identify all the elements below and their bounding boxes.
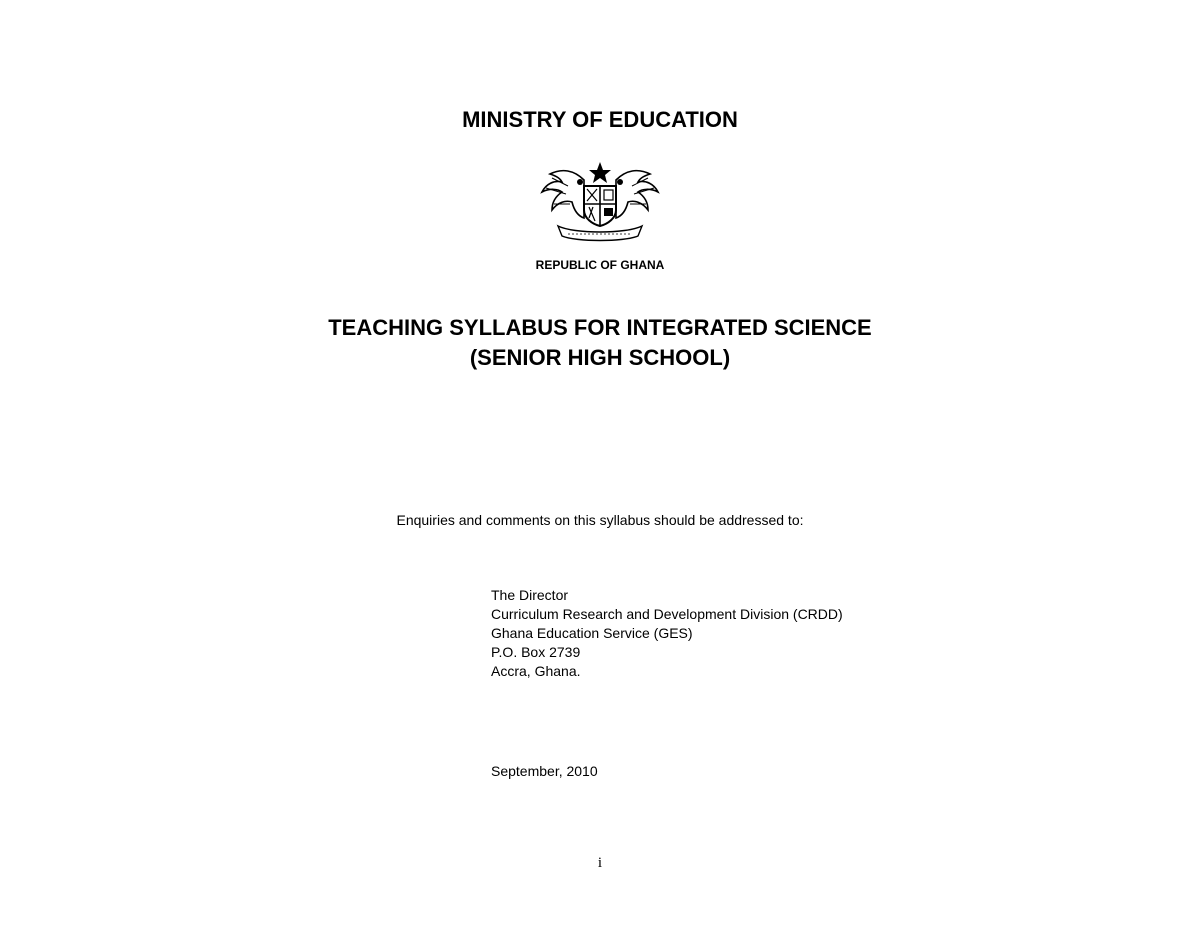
address-line: Ghana Education Service (GES) (491, 625, 693, 641)
title-line-1: TEACHING SYLLABUS FOR INTEGRATED SCIENCE (328, 315, 872, 340)
ghana-coat-of-arms-icon (538, 158, 662, 244)
address-block (491, 586, 843, 681)
page-number: i (597, 855, 603, 871)
republic-label: REPUBLIC OF GHANA (535, 258, 665, 272)
address-line: The Director (491, 587, 569, 603)
title-line-2: (SENIOR HIGH SCHOOL) (469, 345, 731, 370)
enquiries-text: Enquiries and comments on this syllabus should be addressed to: (396, 512, 804, 528)
address-line: Curriculum Research and Development Division (CRDD) (491, 606, 843, 622)
address-line: Accra, Ghana. (491, 663, 581, 679)
publication-date: September, 2010 (491, 763, 598, 779)
ministry-heading: MINISTRY OF EDUCATION (462, 107, 738, 132)
document-title (0, 313, 1200, 373)
address-line: P.O. Box 2739 (491, 644, 581, 660)
